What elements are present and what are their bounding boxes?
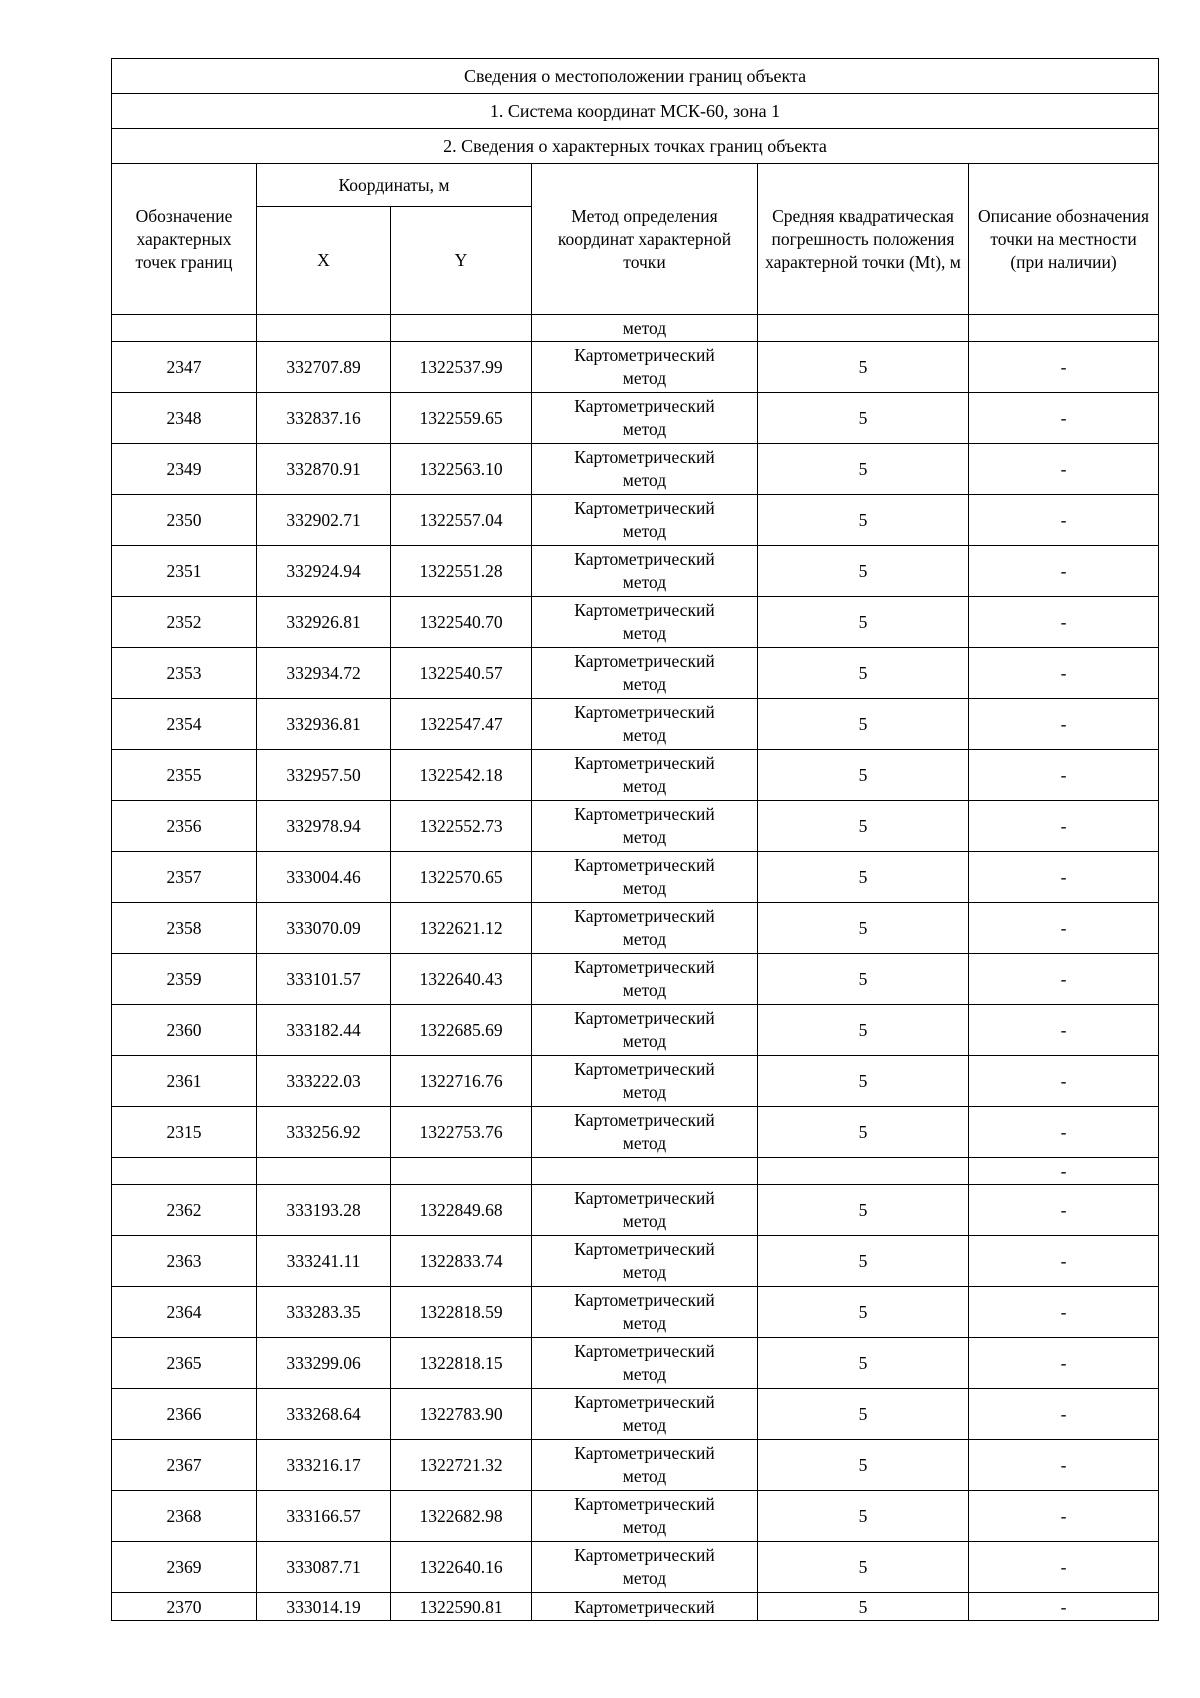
method-line: метод (622, 929, 667, 949)
description-cell: - (969, 1005, 1159, 1056)
point-id-cell: 2350 (112, 495, 257, 546)
method-line: метод (622, 470, 667, 490)
y-coordinate-cell: 1322563.10 (391, 444, 532, 495)
method-line: Картометрический (574, 447, 715, 467)
method-line: Картометрический (574, 345, 715, 365)
method-line: метод (622, 1313, 667, 1333)
method-line: метод (622, 572, 667, 592)
point-id-cell: 2362 (112, 1185, 257, 1236)
point-id-cell: 2349 (112, 444, 257, 495)
error-cell: 5 (758, 1542, 969, 1593)
y-coordinate-cell: 1322818.15 (391, 1338, 532, 1389)
y-coordinate-cell: 1322640.43 (391, 954, 532, 1005)
method-line: метод (622, 1082, 667, 1102)
error-cell: 5 (758, 1338, 969, 1389)
table-row (112, 1287, 1159, 1338)
table-row (112, 1107, 1159, 1158)
description-cell: - (969, 954, 1159, 1005)
error-cell: 5 (758, 750, 969, 801)
x-coordinate-cell: 333256.92 (257, 1107, 391, 1158)
y-coordinate-cell: 1322551.28 (391, 546, 532, 597)
table-row (112, 954, 1159, 1005)
x-coordinate-cell: 332870.91 (257, 444, 391, 495)
error-cell: 5 (758, 444, 969, 495)
x-coordinate-cell: 333216.17 (257, 1440, 391, 1491)
x-coordinate-cell: 333070.09 (257, 903, 391, 954)
x-coordinate-cell: 332936.81 (257, 699, 391, 750)
method-cell (532, 852, 758, 903)
point-id-cell: 2355 (112, 750, 257, 801)
x-coordinate-cell: 332837.16 (257, 393, 391, 444)
method-line: Картометрический (574, 1008, 715, 1028)
description-cell: - (969, 1287, 1159, 1338)
x-coordinate-cell: 333004.46 (257, 852, 391, 903)
method-line: Картометрический (574, 1443, 715, 1463)
description-cell: - (969, 1593, 1159, 1621)
description-cell: - (969, 903, 1159, 954)
method-line: метод (622, 1133, 667, 1153)
table-row (112, 801, 1159, 852)
point-id-cell: 2360 (112, 1005, 257, 1056)
method-line: Картометрический (574, 1596, 715, 1617)
method-cell (532, 495, 758, 546)
method-line: Картометрический (574, 1110, 715, 1130)
description-cell: - (969, 1491, 1159, 1542)
method-line: Картометрический (574, 702, 715, 722)
table-row (112, 1338, 1159, 1389)
empty-cell (257, 1158, 391, 1185)
x-coordinate-cell: 332902.71 (257, 495, 391, 546)
method-cell (532, 597, 758, 648)
table-row (112, 1593, 1159, 1621)
description-cell: - (969, 597, 1159, 648)
continuation-row (112, 315, 1159, 342)
y-coordinate-cell: 1322849.68 (391, 1185, 532, 1236)
method-line: Картометрический (574, 1059, 715, 1079)
method-cell (532, 1338, 758, 1389)
method-cell (532, 393, 758, 444)
method-line: метод (622, 725, 667, 745)
method-line: Картометрический (574, 651, 715, 671)
error-cell: 5 (758, 1005, 969, 1056)
description-cell: - (969, 750, 1159, 801)
method-line: метод (622, 878, 667, 898)
error-cell: 5 (758, 342, 969, 393)
header-x: X (257, 207, 391, 315)
method-cell (532, 648, 758, 699)
table-row (112, 648, 1159, 699)
y-coordinate-cell: 1322540.70 (391, 597, 532, 648)
error-cell: 5 (758, 1185, 969, 1236)
header-coordinates: Координаты, м (257, 164, 532, 207)
description-cell: - (969, 1107, 1159, 1158)
method-line: метод (622, 1415, 667, 1435)
error-cell: 5 (758, 597, 969, 648)
point-id-cell: 2359 (112, 954, 257, 1005)
description-cell: - (969, 852, 1159, 903)
empty-cell (758, 1158, 969, 1185)
error-cell: 5 (758, 699, 969, 750)
method-cell (532, 1107, 758, 1158)
header-point: Обозначение характерных точек границ (112, 164, 257, 315)
method-line: Картометрический (574, 1188, 715, 1208)
method-line: метод (622, 368, 667, 388)
x-coordinate-cell: 332978.94 (257, 801, 391, 852)
header-description: Описание обозначения точки на местности (при наличии) (969, 164, 1159, 315)
method-cell (532, 699, 758, 750)
point-id-cell: 2352 (112, 597, 257, 648)
error-cell: 5 (758, 1440, 969, 1491)
table-row (112, 1389, 1159, 1440)
point-id-cell: 2353 (112, 648, 257, 699)
x-coordinate-cell: 333241.11 (257, 1236, 391, 1287)
method-line: Картометрический (574, 396, 715, 416)
method-cell (532, 1287, 758, 1338)
table-row (112, 1185, 1159, 1236)
y-coordinate-cell: 1322547.47 (391, 699, 532, 750)
x-coordinate-cell: 333268.64 (257, 1389, 391, 1440)
y-coordinate-cell: 1322570.65 (391, 852, 532, 903)
empty-cell (532, 1158, 758, 1185)
point-id-cell: 2351 (112, 546, 257, 597)
method-cell (532, 1236, 758, 1287)
description-cell: - (969, 1056, 1159, 1107)
error-cell: 5 (758, 1236, 969, 1287)
x-coordinate-cell: 332924.94 (257, 546, 391, 597)
table-row (112, 903, 1159, 954)
y-coordinate-cell: 1322552.73 (391, 801, 532, 852)
point-id-cell: 2357 (112, 852, 257, 903)
method-line: метод (622, 827, 667, 847)
method-cell (532, 801, 758, 852)
x-coordinate-cell: 333299.06 (257, 1338, 391, 1389)
method-line: метод (622, 521, 667, 541)
point-id-cell: 2364 (112, 1287, 257, 1338)
method-line: Картометрический (574, 957, 715, 977)
y-coordinate-cell: 1322833.74 (391, 1236, 532, 1287)
table-row (112, 1056, 1159, 1107)
y-coordinate-cell: 1322818.59 (391, 1287, 532, 1338)
x-coordinate-cell: 333166.57 (257, 1491, 391, 1542)
description-cell: - (969, 1542, 1159, 1593)
y-coordinate-cell: 1322753.76 (391, 1107, 532, 1158)
table-row (112, 393, 1159, 444)
empty-cell (391, 1158, 532, 1185)
table-row (112, 597, 1159, 648)
method-line: Картометрический (574, 1290, 715, 1310)
y-coordinate-cell: 1322682.98 (391, 1491, 532, 1542)
description-cell: - (969, 444, 1159, 495)
method-cell (532, 1491, 758, 1542)
point-id-cell: 2363 (112, 1236, 257, 1287)
method-line: метод (622, 1211, 667, 1231)
table-row (112, 1440, 1159, 1491)
y-coordinate-cell: 1322721.32 (391, 1440, 532, 1491)
method-cell (532, 903, 758, 954)
y-coordinate-cell: 1322537.99 (391, 342, 532, 393)
table-row (112, 1542, 1159, 1593)
method-line: метод (622, 1262, 667, 1282)
point-id-cell: 2369 (112, 1542, 257, 1593)
y-coordinate-cell: 1322540.57 (391, 648, 532, 699)
method-cell (532, 1593, 758, 1621)
separator-row (112, 1158, 1159, 1185)
method-line: метод (622, 623, 667, 643)
method-line: Картометрический (574, 1392, 715, 1412)
error-cell: 5 (758, 393, 969, 444)
error-cell: 5 (758, 495, 969, 546)
table-row (112, 342, 1159, 393)
method-line: метод (622, 980, 667, 1000)
error-cell: 5 (758, 546, 969, 597)
table-row (112, 546, 1159, 597)
description-cell: - (969, 1236, 1159, 1287)
point-id-cell: 2366 (112, 1389, 257, 1440)
points-section-title: 2. Сведения о характерных точках границ объекта (112, 129, 1159, 164)
table-row (112, 444, 1159, 495)
description-cell: - (969, 801, 1159, 852)
error-cell: 5 (758, 801, 969, 852)
header-error: Средняя квадратическая погрешность положения характерной точки (Mt), м (758, 164, 969, 315)
method-cell (532, 1389, 758, 1440)
table-row (112, 750, 1159, 801)
point-id-cell: 2315 (112, 1107, 257, 1158)
description-cell: - (969, 1389, 1159, 1440)
error-cell: 5 (758, 1389, 969, 1440)
error-cell: 5 (758, 852, 969, 903)
method-line: метод (622, 1466, 667, 1486)
header-y: Y (391, 207, 532, 315)
table-row (112, 1236, 1159, 1287)
x-coordinate-cell: 333087.71 (257, 1542, 391, 1593)
method-line: метод (622, 674, 667, 694)
error-cell: 5 (758, 954, 969, 1005)
y-coordinate-cell: 1322590.81 (391, 1593, 532, 1621)
x-coordinate-cell: 333283.35 (257, 1287, 391, 1338)
continuation-method: метод (532, 315, 758, 342)
description-cell: - (969, 546, 1159, 597)
empty-cell (112, 1158, 257, 1185)
x-coordinate-cell: 333014.19 (257, 1593, 391, 1621)
method-line: метод (622, 1364, 667, 1384)
point-id-cell: 2347 (112, 342, 257, 393)
method-line: Картометрический (574, 600, 715, 620)
x-coordinate-cell: 332707.89 (257, 342, 391, 393)
error-cell: 5 (758, 903, 969, 954)
method-line: метод (622, 1568, 667, 1588)
error-cell: 5 (758, 1107, 969, 1158)
description-cell: - (969, 699, 1159, 750)
method-cell (532, 1440, 758, 1491)
point-id-cell: 2365 (112, 1338, 257, 1389)
x-coordinate-cell: 333222.03 (257, 1056, 391, 1107)
method-line: Картометрический (574, 906, 715, 926)
method-line: метод (622, 776, 667, 796)
point-id-cell: 2356 (112, 801, 257, 852)
y-coordinate-cell: 1322783.90 (391, 1389, 532, 1440)
table-title: Сведения о местоположении границ объекта (112, 59, 1159, 94)
description-cell: - (969, 393, 1159, 444)
method-line: Картометрический (574, 804, 715, 824)
method-line: Картометрический (574, 1494, 715, 1514)
point-id-cell: 2368 (112, 1491, 257, 1542)
method-cell (532, 1542, 758, 1593)
method-line: метод (622, 1517, 667, 1537)
description-cell: - (969, 648, 1159, 699)
method-line: Картометрический (574, 855, 715, 875)
error-cell: 5 (758, 1056, 969, 1107)
method-cell (532, 546, 758, 597)
method-line: Картометрический (574, 549, 715, 569)
point-id-cell: 2361 (112, 1056, 257, 1107)
y-coordinate-cell: 1322621.12 (391, 903, 532, 954)
header-method: Метод определения координат характерной точки (532, 164, 758, 315)
description-cell: - (969, 495, 1159, 546)
y-coordinate-cell: 1322542.18 (391, 750, 532, 801)
description-cell: - (969, 342, 1159, 393)
x-coordinate-cell: 333193.28 (257, 1185, 391, 1236)
table-row (112, 852, 1159, 903)
description-cell: - (969, 1158, 1159, 1185)
point-id-cell: 2354 (112, 699, 257, 750)
coordinate-system-title: 1. Система координат МСК-60, зона 1 (112, 94, 1159, 129)
x-coordinate-cell: 332934.72 (257, 648, 391, 699)
x-coordinate-cell: 332926.81 (257, 597, 391, 648)
x-coordinate-cell: 333101.57 (257, 954, 391, 1005)
method-cell (532, 1005, 758, 1056)
method-line: метод (622, 1031, 667, 1051)
method-line: метод (622, 419, 667, 439)
method-cell (532, 1056, 758, 1107)
method-line: Картометрический (574, 1239, 715, 1259)
y-coordinate-cell: 1322685.69 (391, 1005, 532, 1056)
x-coordinate-cell: 332957.50 (257, 750, 391, 801)
method-cell (532, 444, 758, 495)
point-id-cell: 2348 (112, 393, 257, 444)
y-coordinate-cell: 1322640.16 (391, 1542, 532, 1593)
table-row (112, 1491, 1159, 1542)
method-cell (532, 750, 758, 801)
table-row (112, 1005, 1159, 1056)
method-line: Картометрический (574, 1545, 715, 1565)
y-coordinate-cell: 1322716.76 (391, 1056, 532, 1107)
description-cell: - (969, 1185, 1159, 1236)
point-id-cell: 2370 (112, 1593, 257, 1621)
y-coordinate-cell: 1322557.04 (391, 495, 532, 546)
point-id-cell: 2367 (112, 1440, 257, 1491)
error-cell: 5 (758, 1287, 969, 1338)
description-cell: - (969, 1338, 1159, 1389)
x-coordinate-cell: 333182.44 (257, 1005, 391, 1056)
description-cell: - (969, 1440, 1159, 1491)
method-line: Картометрический (574, 1341, 715, 1361)
error-cell: 5 (758, 1593, 969, 1621)
method-cell (532, 954, 758, 1005)
method-cell (532, 1185, 758, 1236)
table-row (112, 699, 1159, 750)
y-coordinate-cell: 1322559.65 (391, 393, 532, 444)
error-cell: 5 (758, 648, 969, 699)
error-cell: 5 (758, 1491, 969, 1542)
boundary-points-table (111, 58, 1159, 1621)
method-cell (532, 342, 758, 393)
method-line: Картометрический (574, 753, 715, 773)
table-row (112, 495, 1159, 546)
method-line: Картометрический (574, 498, 715, 518)
point-id-cell: 2358 (112, 903, 257, 954)
